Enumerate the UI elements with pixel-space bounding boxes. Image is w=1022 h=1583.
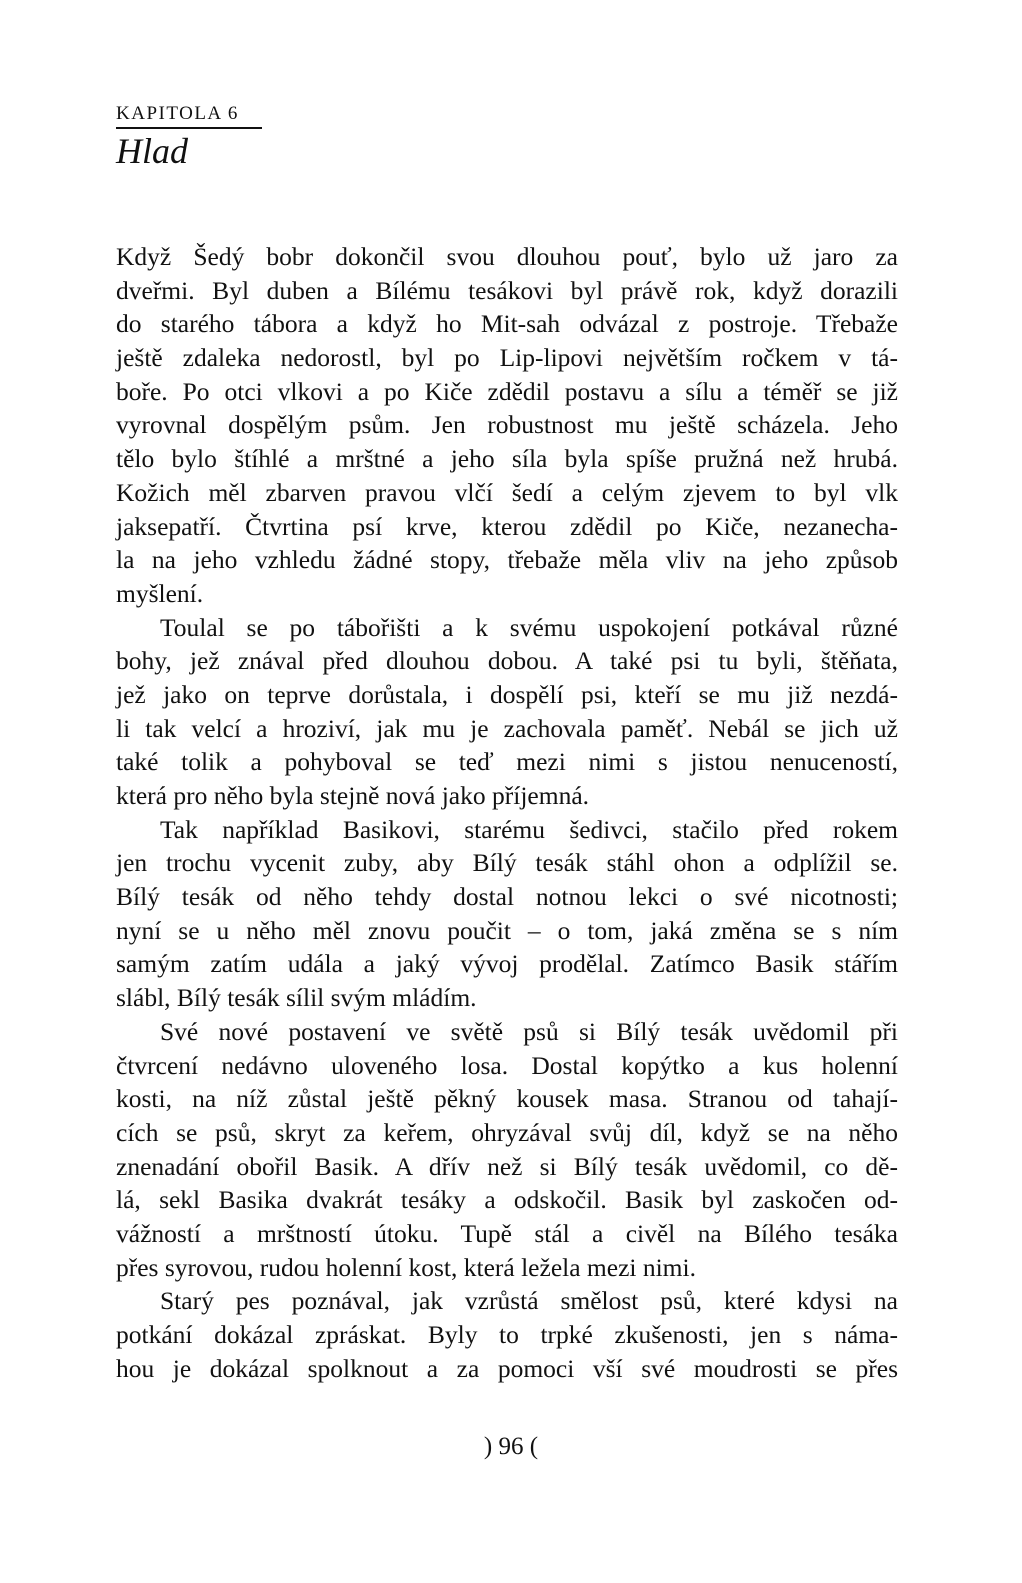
- text-line: vážností a mrštností útoku. Tupě stál a civěl na Bílého tesáka: [116, 1218, 898, 1248]
- text-line: čtvrcení nedávno uloveného losa. Dostal kopýtko a kus holenní: [116, 1050, 898, 1080]
- text-line: Toulal se po tábořišti a k svému uspokojení potkával různé: [160, 612, 898, 642]
- text-line: Tak například Basikovi, starému šedivci, stačilo před rokem: [160, 814, 898, 844]
- paragraph: [116, 813, 898, 1015]
- chapter-label: KAPITOLA 6: [116, 103, 262, 129]
- text-line: dveřmi. Byl duben a Bílému tesákovi byl právě rok, když dorazili: [116, 275, 898, 305]
- chapter-title: Hlad: [116, 131, 188, 171]
- text-line: Kožich měl zbarven pravou vlčí šedí a celým zjevem to byl vlk: [116, 477, 898, 507]
- text-line: jen trochu vycenit zuby, aby Bílý tesák stáhl ohon a odplížil se.: [116, 848, 898, 878]
- text-line: tělo bylo štíhlé a mrštné a jeho síla byla spíše pružná než hrubá.: [116, 444, 898, 474]
- paragraph: [116, 611, 898, 813]
- text-line: jaksepatří. Čtvrtina psí krve, kterou zdědil po Kiče, nezanecha-: [116, 511, 898, 541]
- text-line: samým zatím udála a jaký vývoj prodělal. Zatímco Basik stářím: [116, 949, 898, 979]
- chapter-header: [116, 103, 262, 171]
- text-line: Své nové postavení ve světě psů si Bílý tesák uvědomil při: [160, 1016, 898, 1046]
- text-line: nyní se u něho měl znovu poučit – o tom, jaká změna se s ním: [116, 915, 898, 945]
- paragraph: [116, 1015, 898, 1285]
- text-line: jež jako on teprve dorůstala, i dospělí psi, kteří se mu již nezdá-: [116, 679, 898, 709]
- text-line: hou je dokázal spolknout a za pomoci vší své moudrosti se přes: [116, 1353, 898, 1383]
- text-line: která pro něho byla stejně nová jako příjemná.: [116, 781, 590, 810]
- text-line: bohy, jež znával před dlouhou dobou. A také psi tu byli, štěňata,: [116, 646, 898, 676]
- text-line: do starého tábora a když ho Mit-sah odvázal z postroje. Třebaže: [116, 309, 898, 339]
- text-line: potkání dokázal zpráskat. Byly to trpké zkušenosti, jen s náma-: [116, 1320, 898, 1349]
- text-line: myšlení.: [116, 578, 204, 608]
- paragraph: [116, 1284, 898, 1385]
- text-line: přes syrovou, rudou holenní kost, která ležela mezi nimi.: [116, 1252, 696, 1282]
- text-line: slábl, Bílý tesák sílil svým mládím.: [116, 983, 477, 1013]
- text-line: cích se psů, skryt za keřem, ohryzával svůj díl, když se na něho: [116, 1117, 898, 1147]
- text-line: li tak velcí a hroziví, jak mu je zachovala paměť. Nebál se jich už: [116, 713, 898, 743]
- paragraph: [116, 240, 898, 611]
- text-line: Starý pes poznával, jak vzrůstá smělost psů, které kdysi na: [160, 1286, 898, 1316]
- text-line: lá, sekl Basika dvakrát tesáky a odskočil. Basik byl zaskočen od-: [116, 1185, 898, 1215]
- text-line: znenadání obořil Basik. A dřív než si Bílý tesák uvědomil, co dě-: [116, 1151, 898, 1181]
- body-text: [116, 240, 898, 1385]
- text-line: Když Šedý bobr dokončil svou dlouhou pouť, bylo už jaro za: [116, 242, 898, 271]
- text-line: také tolik a pohyboval se teď mezi nimi s jistou nenuceností,: [116, 747, 898, 777]
- page-number: ) 96 (: [483, 1433, 539, 1460]
- text-line: ještě zdaleka nedorostl, byl po Lip-lipovi největším ročkem v tá-: [116, 343, 898, 373]
- text-line: la na jeho vzhledu žádné stopy, třebaže měla vliv na jeho způsob: [116, 545, 898, 575]
- text-line: Bílý tesák od něho tehdy dostal notnou lekci o své nicotnosti;: [116, 882, 898, 912]
- text-line: vyrovnal dospělým psům. Jen robustnost mu ještě scházela. Jeho: [116, 410, 898, 440]
- text-line: boře. Po otci vlkovi a po Kiče zdědil postavu a sílu a téměř se již: [116, 376, 898, 406]
- text-line: kosti, na níž zůstal ještě pěkný kousek masa. Stranou od tahají-: [116, 1084, 898, 1114]
